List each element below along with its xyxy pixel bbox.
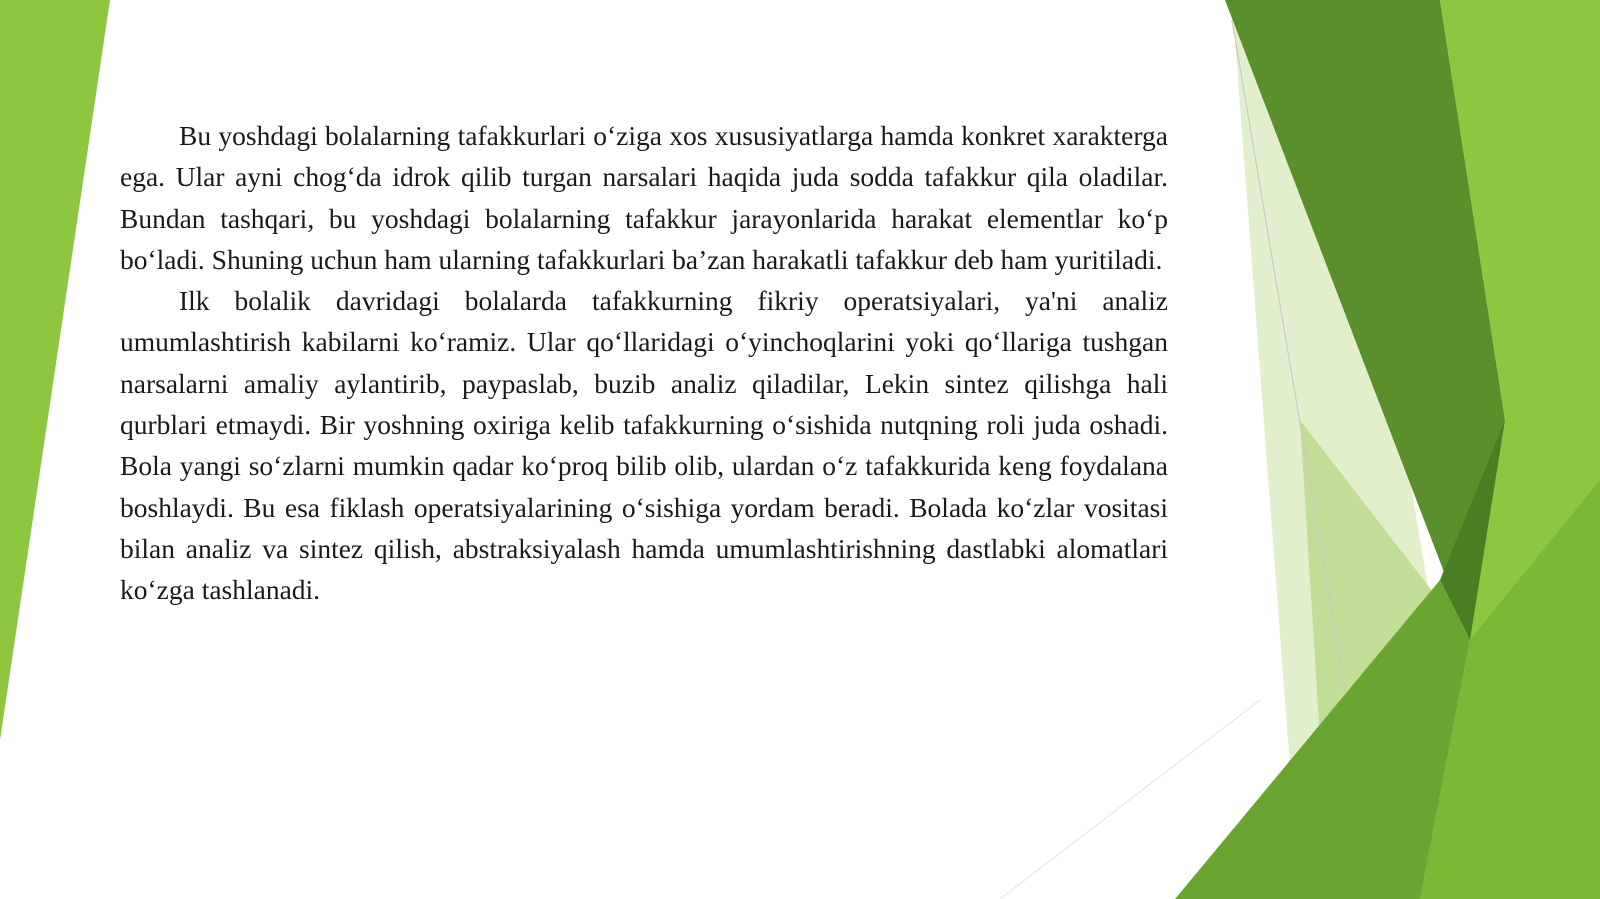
body-text [120,115,1168,611]
left-green-facet [0,0,110,740]
paragraph-2: Ilk bolalik davridagi bolalarda tafakkurning fikriy operatsiyalari, ya'ni analiz umumlashtirish kabilarni ko‘ramiz. Ular qo‘llaridagi o‘yinchoqlarini yoki qo‘llariga tushgan narsalarni amaliy aylantirib, paypaslab, buzib analiz qiladilar, Lekin sintez qilishga hali qurblari etmaydi. Bir yoshning oxiriga kelib tafakkurning o‘sishida nutqning roli juda oshadi. Bola yangi so‘zlarni mumkin qadar ko‘proq bilib olib, ulardan o‘z tafakkurida keng foydalana boshlaydi. Bu esa fiklash operatsiyalarining o‘sishiga yordam beradi. Bolada ko‘zlar vositasi bilan analiz va sintez qilish, abstraksiyalash hamda umumlashtirishning dastlabki alomatlari ko‘zga tashlanadi. [120,285,1168,606]
paragraph-1: Bu yoshdagi bolalarning tafakkurlari o‘ziga xos xususiyatlarga hamda konkret xarakterga ega. Ular ayni chog‘da idrok qilib turgan narsalari haqida juda sodda tafakkur qila oladilar. Bundan tashqari, bu yoshdagi bolalarning tafakkur jarayonlarida harakat elementlar ko‘p bo‘ladi. Shuning uchun ham ularning tafakkurlari ba’zan harakatli tafakkur deb ham yuritiladi. [120,120,1168,275]
